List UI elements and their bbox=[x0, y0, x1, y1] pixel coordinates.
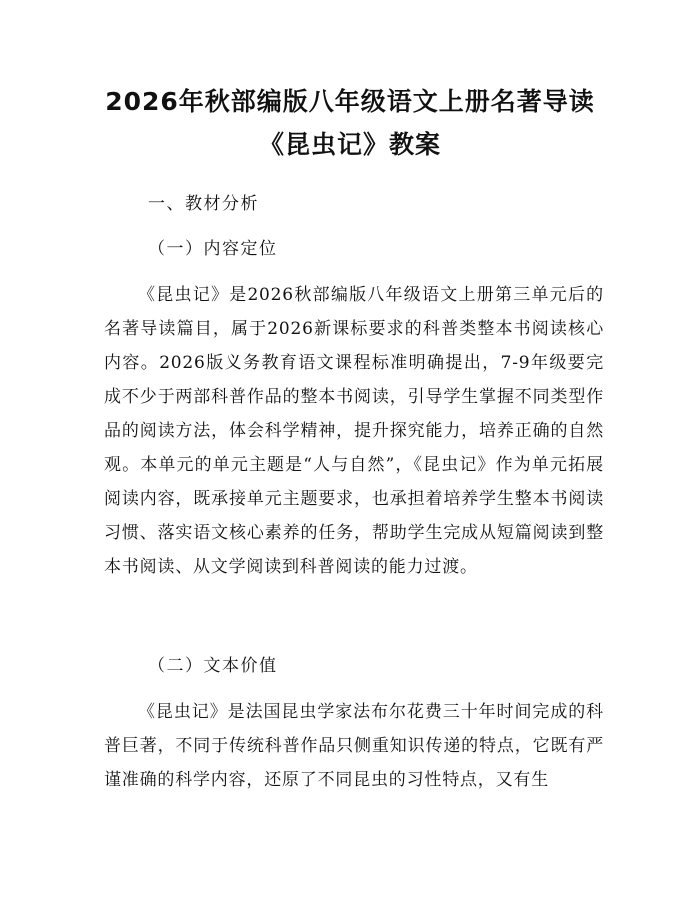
paragraph-content-positioning: 《昆虫记》是2026秋部编版八年级语文上册第三单元后的名著导读篇目，属于2026新课标要求的科普类整本书阅读核心内容。2026版义务教育语文课程标准明确提出，7-9年级要完成不少于两部科普作品的整本书阅读，引导学生掌握不同类型作品的阅读方法，体会科学精神，提升探究能力，培养正确的自然观。本单元的单元主题是“人与自然”，《昆虫记》作为单元拓展阅读内容，既承接单元主题要求，也承担着培养学生整本书阅读习惯、落实语文核心素养的任务，帮助学生完成从短篇阅读到整本书阅读、从文学阅读到科普阅读的能力过渡。 bbox=[104, 285, 604, 577]
paragraph-text-value: 《昆虫记》是法国昆虫学家法布尔花费三十年时间完成的科普巨著，不同于传统科普作品只侧重知识传递的特点，它既有严谨准确的科学内容，还原了不同昆虫的习性特点，又有生 bbox=[104, 702, 604, 790]
document-title-line-1: 2026年秋部编版八年级语文上册名著导读 bbox=[105, 87, 595, 116]
section-heading-textbook-analysis: 一、教材分析 bbox=[148, 194, 259, 214]
subsection-heading-text-value: （二）文本价值 bbox=[148, 656, 278, 676]
document-title-line-2: 《昆虫记》教案 bbox=[258, 130, 441, 159]
subsection-heading-content-positioning: （一）内容定位 bbox=[148, 239, 278, 259]
